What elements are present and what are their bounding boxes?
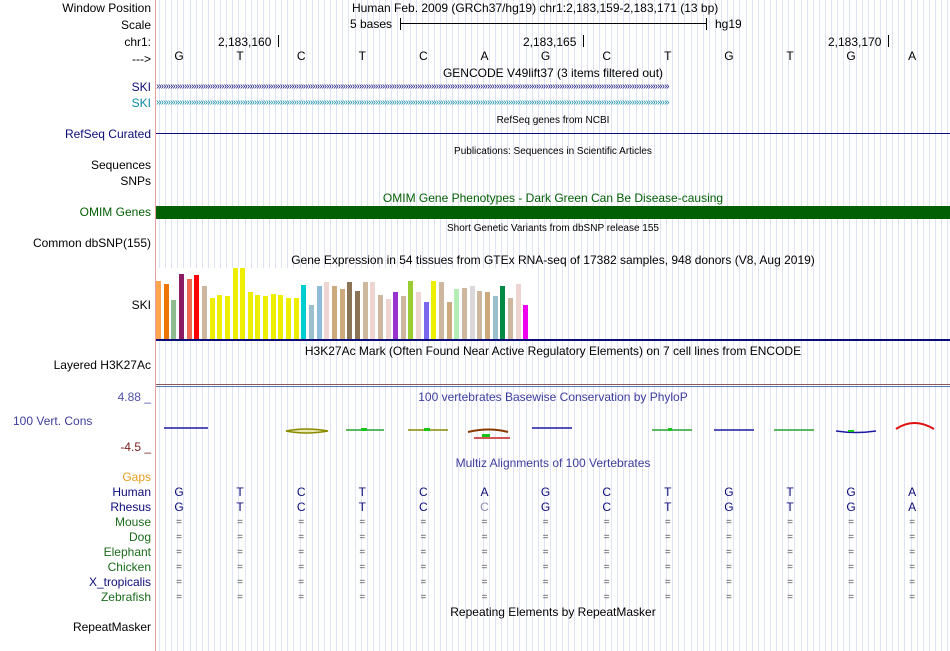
species-label[interactable]: Zebrafish: [100, 590, 151, 604]
alignment-match-mark: =: [420, 532, 427, 543]
alignment-match-mark: =: [298, 562, 305, 573]
omim-gene-bar[interactable]: [156, 206, 950, 219]
gtex-tissue-bar[interactable]: [248, 292, 253, 339]
strand-label: --->: [132, 52, 151, 66]
species-label[interactable]: Dog: [128, 530, 151, 544]
gtex-tissue-bar[interactable]: [447, 302, 452, 339]
alignment-match-mark: =: [420, 547, 427, 558]
refseq-curated-label[interactable]: RefSeq Curated: [64, 127, 151, 141]
gtex-tissue-bar[interactable]: [386, 299, 391, 339]
base-letter: T: [358, 49, 366, 63]
gtex-tissue-bar[interactable]: [210, 298, 215, 339]
alignment-base: C: [480, 500, 489, 514]
alignment-base: T: [664, 485, 672, 499]
alignment-match-mark: =: [725, 547, 732, 558]
gtex-tissue-bar[interactable]: [278, 295, 283, 339]
alignment-match-mark: =: [725, 517, 732, 528]
gtex-tissue-bar[interactable]: [179, 274, 184, 339]
species-label[interactable]: Elephant: [103, 545, 151, 559]
refseq-title: RefSeq genes from NCBI: [496, 115, 610, 126]
species-label[interactable]: Human: [112, 485, 151, 499]
gtex-tissue-bar[interactable]: [493, 296, 498, 339]
alignment-match-mark: =: [420, 577, 427, 588]
alignment-match-mark: =: [298, 592, 305, 603]
alignment-match-mark: =: [359, 517, 366, 528]
alignment-match-mark: =: [481, 517, 488, 528]
alignment-match-mark: =: [176, 517, 182, 528]
alignment-match-mark: =: [298, 547, 305, 558]
window-position-text: Human Feb. 2009 (GRCh37/hg19) chr1:2,183,159-2,183,171 (13 bp): [352, 1, 719, 15]
alignment-base: C: [419, 485, 428, 499]
alignment-match-mark: =: [848, 532, 855, 543]
gtex-tissue-bar[interactable]: [156, 281, 161, 339]
chrom-label: chr1:: [124, 35, 151, 49]
alignment-match-mark: =: [542, 532, 549, 543]
alignment-match-mark: =: [787, 577, 793, 588]
gtex-tissue-bar[interactable]: [416, 292, 421, 339]
alignment-match-mark: =: [909, 547, 916, 558]
dbsnp-title: Short Genetic Variants from dbSNP release 155: [447, 223, 659, 234]
gtex-tissue-bar[interactable]: [332, 286, 337, 339]
alignment-match-mark: =: [603, 577, 610, 588]
track-image-area[interactable]: [156, 0, 950, 651]
gtex-bottom-line: [156, 339, 950, 341]
alignment-match-mark: =: [909, 532, 916, 543]
ruler-tick-label: 2,183,165: [523, 35, 577, 49]
alignment-match-mark: =: [237, 562, 244, 573]
alignment-match-mark: =: [787, 547, 793, 558]
sequences-label[interactable]: Sequences: [90, 158, 151, 172]
gtex-tissue-bar[interactable]: [424, 302, 429, 339]
alignment-match-mark: =: [909, 517, 916, 528]
alignment-match-mark: =: [725, 592, 732, 603]
alignment-match-mark: =: [725, 577, 732, 588]
alignment-match-mark: =: [664, 517, 671, 528]
alignment-match-mark: =: [481, 562, 488, 573]
alignment-match-mark: =: [542, 517, 549, 528]
alignment-match-mark: =: [481, 532, 488, 543]
alignment-match-mark: =: [359, 532, 366, 543]
alignment-match-mark: =: [542, 592, 549, 603]
base-letter: C: [602, 49, 612, 63]
gencode-title: GENCODE V49lift37 (3 items filtered out): [442, 66, 664, 80]
alignment-match-mark: =: [848, 562, 855, 573]
alignment-match-mark: =: [848, 577, 855, 588]
alignment-match-mark: =: [237, 577, 244, 588]
base-letter: G: [724, 49, 734, 63]
alignment-match-mark: =: [359, 547, 366, 558]
gtex-tissue-bar[interactable]: [164, 284, 169, 339]
gtex-tissue-bar[interactable]: [516, 284, 521, 339]
gtex-tissue-bar[interactable]: [225, 296, 230, 339]
gtex-tissue-bar[interactable]: [255, 295, 260, 339]
alignment-base: C: [602, 485, 612, 499]
omim-title: OMIM Gene Phenotypes - Dark Green Can Be Disease-causing: [382, 191, 724, 205]
gaps-label[interactable]: Gaps: [122, 470, 151, 484]
gtex-tissue-bar[interactable]: [523, 305, 528, 339]
alignment-base: G: [846, 485, 856, 499]
gtex-tissue-bar[interactable]: [355, 291, 360, 339]
gtex-ski-label[interactable]: SKI: [131, 298, 151, 312]
base-letter: G: [846, 49, 856, 63]
alignment-base: A: [908, 500, 917, 514]
snps-label[interactable]: SNPs: [120, 174, 151, 188]
ruler-tick: [583, 35, 584, 47]
alignment-base: G: [174, 485, 184, 499]
scale-assembly: hg19: [715, 17, 742, 31]
base-letter: T: [236, 49, 244, 63]
alignment-base: C: [296, 485, 306, 499]
alignment-base: G: [540, 500, 551, 514]
alignment-base: T: [236, 485, 244, 499]
common-dbsnp-label[interactable]: Common dbSNP(155): [32, 236, 151, 250]
alignment-match-mark: =: [909, 577, 916, 588]
alignment-match-mark: =: [664, 592, 671, 603]
gtex-tissue-bar[interactable]: [508, 298, 513, 339]
species-label[interactable]: Rhesus: [110, 500, 151, 514]
gtex-tissue-bar[interactable]: [263, 296, 268, 339]
gtex-tissue-bar[interactable]: [324, 282, 329, 339]
gtex-tissue-bar[interactable]: [171, 300, 176, 339]
gtex-tissue-bar[interactable]: [378, 295, 383, 339]
alignment-match-mark: =: [542, 577, 549, 588]
gtex-tissue-bar[interactable]: [393, 292, 398, 339]
alignment-match-mark: =: [481, 592, 488, 603]
gtex-tissue-bar[interactable]: [317, 286, 322, 339]
alignment-match-mark: =: [359, 562, 366, 573]
alignment-match-mark: =: [176, 547, 182, 558]
alignment-match-mark: =: [787, 517, 793, 528]
alignment-match-mark: =: [237, 532, 244, 543]
gtex-tissue-bar[interactable]: [408, 281, 413, 339]
alignment-base: T: [664, 500, 672, 514]
alignment-match-mark: =: [725, 562, 732, 573]
window-position-label: Window Position: [62, 1, 151, 15]
alignment-match-mark: =: [664, 547, 671, 558]
alignment-match-mark: =: [420, 517, 427, 528]
gtex-tissue-bar[interactable]: [340, 289, 345, 339]
alignment-base: G: [724, 485, 734, 499]
alignment-match-mark: =: [603, 592, 610, 603]
base-letter: C: [419, 49, 428, 63]
gencode-ski-label[interactable]: SKI: [131, 96, 151, 110]
multiz-title: Multiz Alignments of 100 Vertebrates: [455, 456, 651, 470]
gtex-tissue-bar[interactable]: [477, 291, 482, 339]
h3k27ac-signal-line[interactable]: [156, 386, 950, 387]
alignment-match-mark: =: [848, 592, 855, 603]
gtex-tissue-bar[interactable]: [202, 286, 207, 339]
ruler-tick: [278, 35, 279, 47]
h3k27ac-title: H3K27Ac Mark (Often Found Near Active Regulatory Elements) on 7 cell lines from ENCODE: [304, 344, 802, 358]
alignment-match-mark: =: [176, 592, 182, 603]
alignment-base: T: [236, 500, 244, 514]
alignment-match-mark: =: [603, 517, 610, 528]
alignment-match-mark: =: [298, 577, 305, 588]
gtex-tissue-bar[interactable]: [240, 268, 245, 339]
gtex-tissue-bar[interactable]: [301, 285, 306, 339]
gtex-tissue-bar[interactable]: [271, 294, 276, 339]
alignment-base: G: [174, 500, 184, 514]
alignment-match-mark: =: [664, 532, 671, 543]
alignment-match-mark: =: [787, 592, 793, 603]
phylop-min-label: -4.5 _: [120, 440, 151, 454]
species-label[interactable]: Mouse: [114, 515, 151, 529]
repeatmasker-title: Repeating Elements by RepeatMasker: [450, 605, 656, 619]
alignment-match-mark: =: [664, 577, 671, 588]
phylop-conservation-plot[interactable]: [156, 415, 950, 445]
layered-h3k27ac-label[interactable]: Layered H3K27Ac: [53, 358, 151, 372]
gtex-tissue-bar[interactable]: [462, 288, 467, 339]
gtex-tissue-bar[interactable]: [194, 275, 199, 339]
alignment-match-mark: =: [420, 592, 427, 603]
alignment-match-mark: =: [664, 562, 671, 573]
gtex-tissue-bar[interactable]: [439, 282, 444, 339]
gtex-tissue-bar[interactable]: [431, 281, 436, 339]
base-letter: A: [908, 49, 917, 63]
gtex-tissue-bar[interactable]: [370, 282, 375, 339]
base-letter: T: [786, 49, 794, 63]
phylop-title: 100 vertebrates Basewise Conservation by PhyloP: [418, 390, 688, 404]
alignment-match-mark: =: [176, 562, 182, 573]
ruler-tick: [888, 35, 889, 47]
base-letter: G: [540, 49, 551, 63]
ruler-tick-label: 2,183,170: [828, 35, 882, 49]
alignment-match-mark: =: [542, 562, 549, 573]
ruler-tick-label: 2,183,160: [218, 35, 272, 49]
alignment-match-mark: =: [298, 532, 305, 543]
gtex-tissue-bar[interactable]: [187, 279, 192, 339]
base-letter: T: [664, 49, 672, 63]
alignment-match-mark: =: [481, 577, 488, 588]
species-label[interactable]: Chicken: [107, 560, 151, 574]
gtex-tissue-bar[interactable]: [470, 286, 475, 339]
alignment-base: C: [296, 500, 306, 514]
track-label-panel: [0, 0, 155, 651]
alignment-match-mark: =: [787, 562, 793, 573]
species-label[interactable]: X_tropicalis: [88, 575, 151, 589]
h3k27ac-signal-line[interactable]: [156, 384, 950, 385]
gtex-tissue-bar[interactable]: [233, 268, 238, 339]
alignment-base: G: [540, 485, 551, 499]
alignment-base: A: [908, 485, 917, 499]
alignment-match-mark: =: [603, 547, 610, 558]
gtex-tissue-bar[interactable]: [286, 298, 291, 339]
base-letter: C: [296, 49, 306, 63]
gencode-ski-transcript-2[interactable]: ››››››››››››››››››››››››››››››››››››››››››››››››››››››››››››››››››››››››››››››››››››››››››››››››››››››››››››››››››››››››››››››››››››››››››››››››››››››››››››››››››››››››››››››››››››››››››››››››››››››››››››››››››››››››››››: [156, 97, 669, 108]
alignment-match-mark: =: [237, 517, 244, 528]
alignment-match-mark: =: [603, 532, 610, 543]
gtex-tissue-bar[interactable]: [500, 286, 505, 339]
gencode-ski-label[interactable]: SKI: [131, 80, 151, 94]
alignment-base: T: [786, 500, 794, 514]
gtex-title: Gene Expression in 54 tissues from GTEx RNA-seq of 17382 samples, 948 donors (V8, Aug 2019): [291, 253, 815, 267]
gtex-tissue-bar[interactable]: [294, 298, 299, 339]
alignment-match-mark: =: [848, 547, 855, 558]
base-letter: A: [480, 49, 489, 63]
alignment-match-mark: =: [481, 547, 488, 558]
gtex-tissue-bar[interactable]: [401, 296, 406, 339]
alignment-base: G: [724, 500, 734, 514]
gtex-tissue-bar[interactable]: [347, 282, 352, 339]
alignment-base: T: [358, 500, 366, 514]
alignment-base: C: [602, 500, 612, 514]
alignment-match-mark: =: [359, 592, 366, 603]
alignment-match-mark: =: [848, 517, 855, 528]
alignment-match-mark: =: [237, 547, 244, 558]
alignment-match-mark: =: [725, 532, 732, 543]
alignment-match-mark: =: [237, 592, 244, 603]
base-letter: G: [174, 49, 184, 63]
alignment-match-mark: =: [909, 592, 916, 603]
alignment-base: A: [480, 485, 489, 499]
alignment-base: C: [419, 500, 428, 514]
gencode-ski-transcript-1[interactable]: ››››››››››››››››››››››››››››››››››››››››››››››››››››››››››››››››››››››››››››››››››››››››››››››››››››››››››››››››››››››››››››››››››››››››››››››››››››››››››››››››››››››››››››››››››››››››››››››››››››››››››››››››››››››››››››: [156, 81, 669, 92]
scale-label: Scale: [120, 18, 151, 32]
phylop-max-label: 4.88 _: [117, 390, 151, 404]
gtex-bar-chart[interactable]: [156, 268, 536, 339]
publications-title: Publications: Sequences in Scientific Articles: [454, 146, 652, 157]
alignment-match-mark: =: [787, 532, 793, 543]
alignment-base: T: [358, 485, 366, 499]
alignment-match-mark: =: [298, 517, 305, 528]
omim-genes-label[interactable]: OMIM Genes: [79, 205, 151, 219]
alignment-match-mark: =: [603, 562, 610, 573]
alignment-base: G: [846, 500, 856, 514]
alignment-match-mark: =: [176, 577, 182, 588]
gtex-tissue-bar[interactable]: [363, 282, 368, 339]
alignment-base: T: [786, 485, 794, 499]
alignment-match-mark: =: [420, 562, 427, 573]
gtex-tissue-bar[interactable]: [309, 305, 314, 339]
repeatmasker-label[interactable]: RepeatMasker: [72, 620, 151, 634]
alignment-match-mark: =: [359, 577, 366, 588]
gtex-tissue-bar[interactable]: [217, 295, 222, 339]
alignment-match-mark: =: [542, 547, 549, 558]
gtex-tissue-bar[interactable]: [454, 289, 459, 339]
gtex-tissue-bar[interactable]: [485, 292, 490, 339]
scale-length: 5 bases: [350, 17, 393, 31]
vert-cons-label[interactable]: 100 Vert. Cons: [13, 414, 93, 428]
refseq-gene-line[interactable]: [156, 133, 950, 134]
alignment-match-mark: =: [176, 532, 182, 543]
alignment-match-mark: =: [909, 562, 916, 573]
